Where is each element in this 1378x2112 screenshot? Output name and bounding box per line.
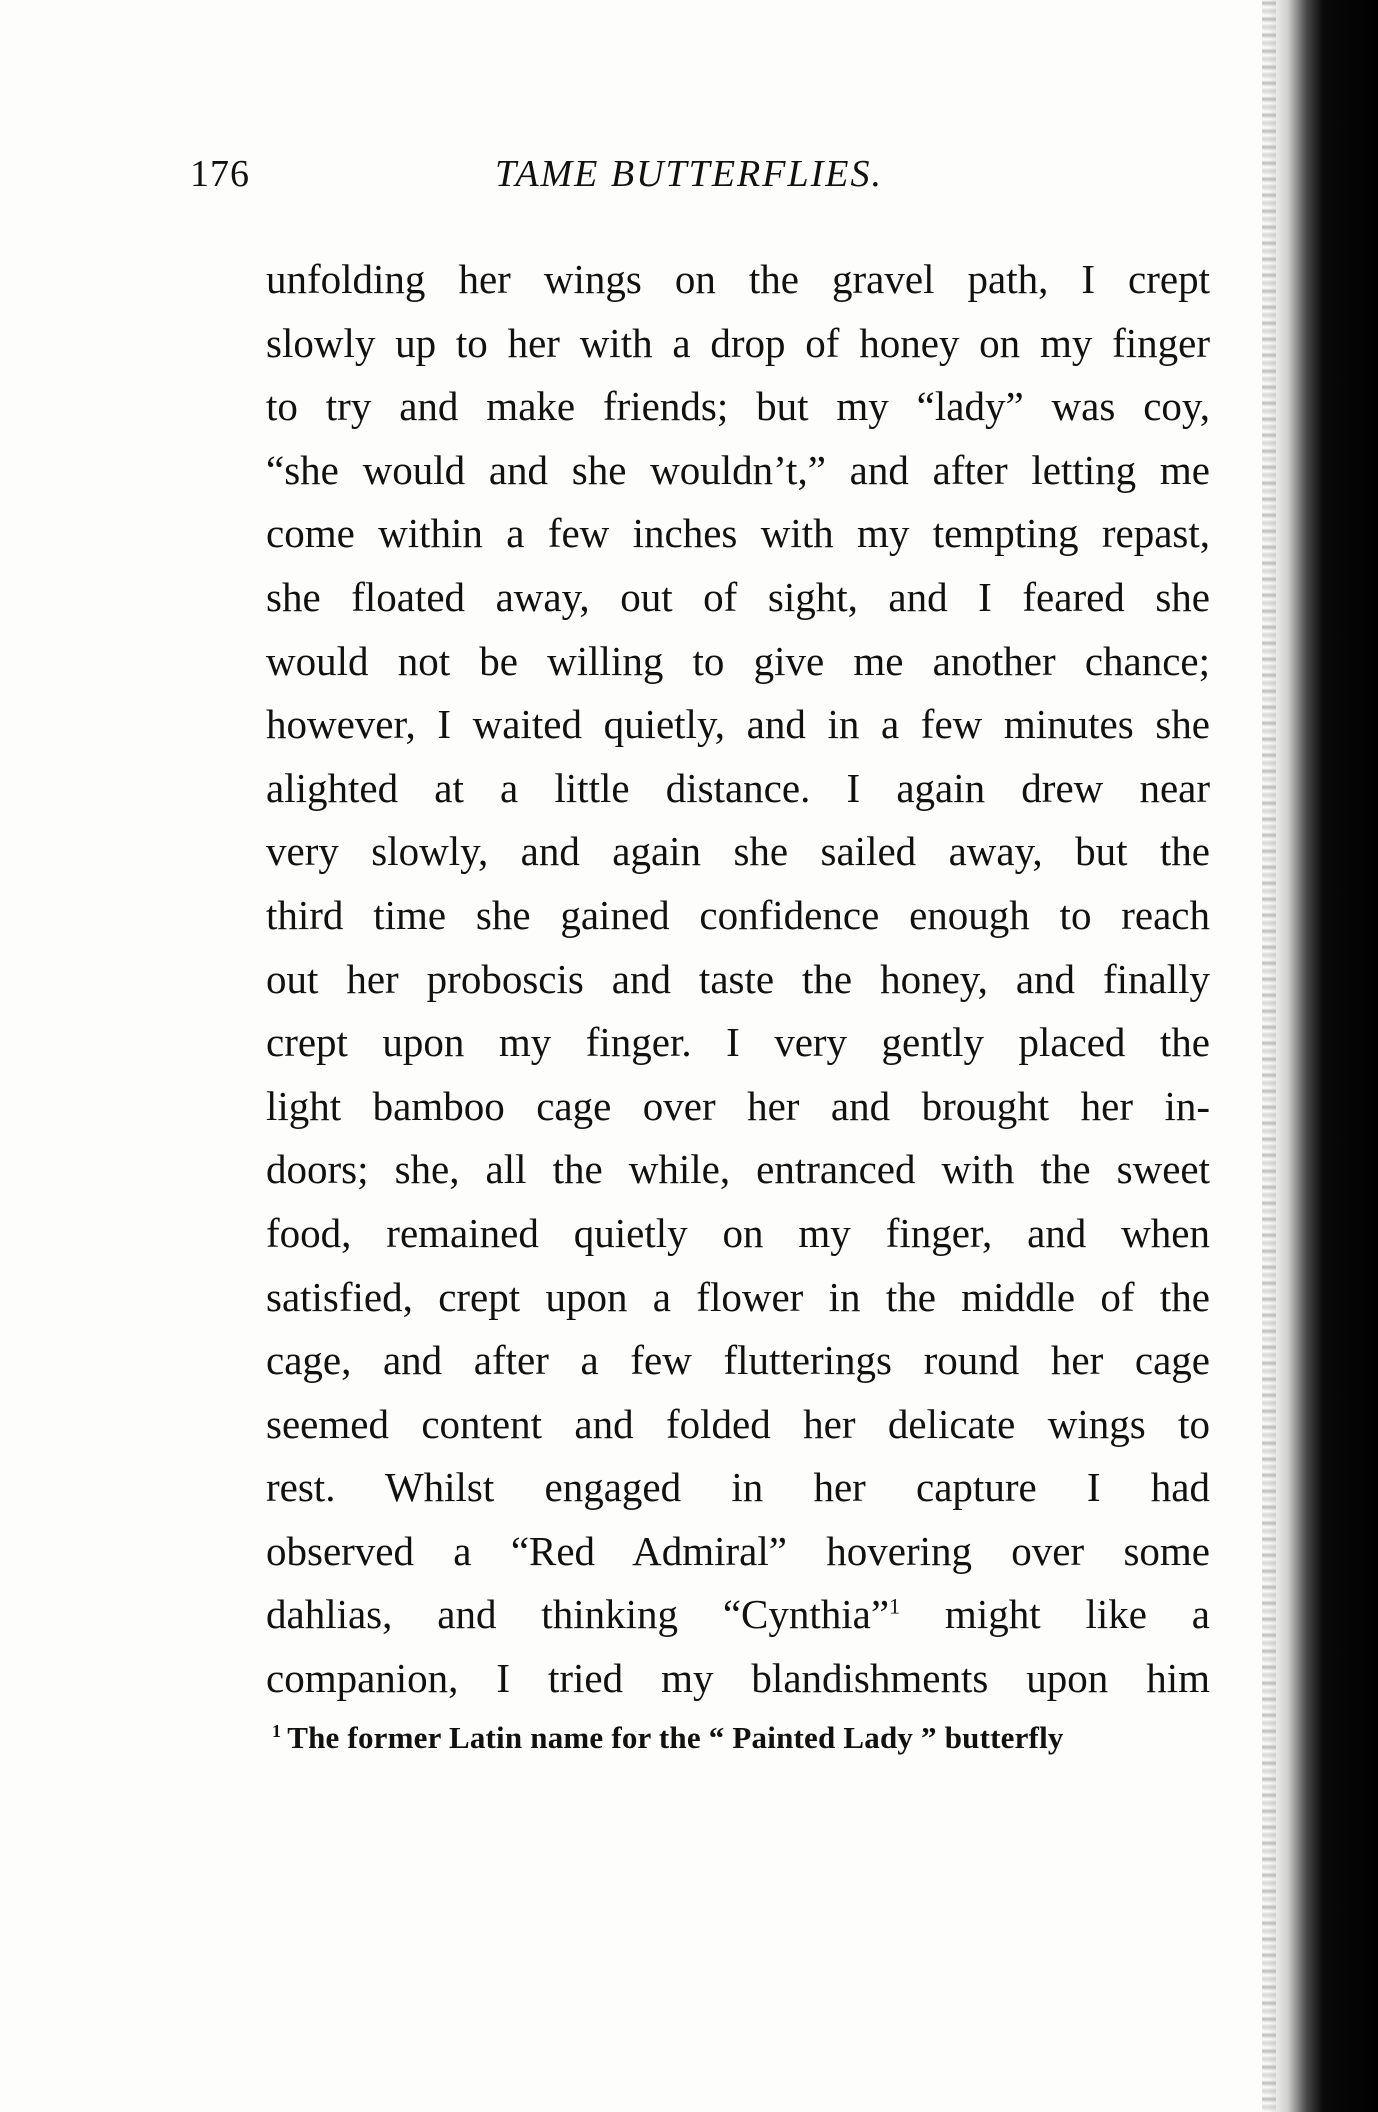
text-line: she floated away, out of sight, and I feared she: [266, 573, 1210, 620]
body-text: [266, 248, 1210, 1711]
text-line: companion, I tried my blandishments upon him: [266, 1655, 1210, 1702]
text-segment: might like a: [900, 1591, 1210, 1638]
text-line: unfolding her wings on the gravel path, I crept: [266, 256, 1210, 302]
text-line: observed a “Red Admiral” hovering over some: [266, 1527, 1210, 1574]
footnote-reference: 1: [889, 1593, 901, 1619]
text-line: seemed content and folded her delicate wings to: [266, 1400, 1210, 1447]
running-title: TAME BUTTERFLIES.: [495, 153, 883, 195]
text-line: light bamboo cage over her and brought her in-: [266, 1082, 1210, 1129]
text-line: rest. Whilst engaged in her capture I had: [266, 1464, 1210, 1511]
footnote-mark: 1: [272, 1720, 282, 1741]
text-line: slowly up to her with a drop of honey on my finger: [266, 319, 1210, 366]
text-line: cage, and after a few flutterings round her cage: [266, 1337, 1210, 1384]
footnote: [272, 1720, 1212, 1756]
text-line: out her proboscis and taste the honey, and finally: [266, 955, 1210, 1002]
text-line: third time she gained confidence enough to reach: [266, 891, 1210, 938]
binding-shadow: [1268, 0, 1378, 2112]
text-line: food, remained quietly on my finger, and when: [266, 1209, 1210, 1256]
page-number: 176: [190, 153, 250, 195]
text-line: to try and make friends; but my “lady” was coy,: [266, 383, 1210, 430]
text-line: very slowly, and again she sailed away, but the: [266, 828, 1210, 875]
text-line: “she would and she wouldn’t,” and after letting me: [266, 446, 1210, 493]
text-line: would not be willing to give me another chance;: [266, 637, 1210, 684]
footnote-text: The former Latin name for the “ Painted Lady ” butterfly: [287, 1720, 1064, 1755]
text-line: however, I waited quietly, and in a few minutes she: [266, 701, 1210, 748]
text-line: come within a few inches with my tempting repast,: [266, 510, 1210, 557]
text-line: alighted at a little distance. I again drew near: [266, 764, 1210, 811]
text-line: crept upon my finger. I very gently placed the: [266, 1019, 1210, 1066]
text-line: satisfied, crept upon a flower in the middle of the: [266, 1273, 1210, 1320]
text-line-with-footnote-ref: [266, 1583, 1210, 1647]
text-line: doors; she, all the while, entranced with the sweet: [266, 1146, 1210, 1193]
text-segment: dahlias, and thinking “Cynthia”: [266, 1591, 890, 1638]
page-header: [190, 152, 1120, 212]
